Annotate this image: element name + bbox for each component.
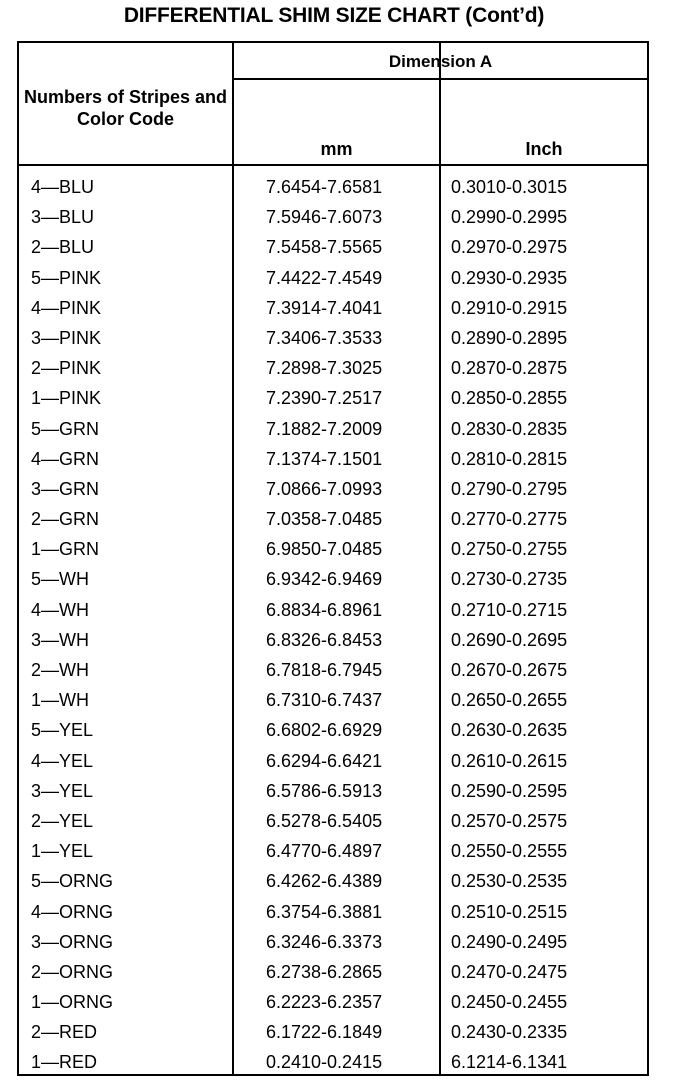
inch-value: 0.2470-0.2475 — [451, 961, 568, 982]
mm-value: 6.4262-6.4389 — [266, 871, 383, 892]
mm-value: 7.4422-7.4549 — [266, 267, 383, 288]
stripe-color-code: 2—BLU — [31, 237, 95, 258]
table-row — [19, 353, 647, 383]
inch-value: 6.1214-6.1341 — [451, 1052, 568, 1073]
stripe-color-code: 1—GRN — [31, 539, 100, 560]
stripe-color-code: 3—ORNG — [31, 931, 114, 952]
stripe-color-code: 4—GRN — [31, 448, 100, 469]
table-row — [19, 504, 647, 534]
mm-value: 7.1374-7.1501 — [266, 448, 383, 469]
mm-value: 6.7818-6.7945 — [266, 660, 383, 680]
mm-value: 7.2898-7.3025 — [266, 358, 383, 379]
stripe-color-code: 4—YEL — [31, 750, 94, 771]
table-body — [19, 172, 647, 1078]
stripe-color-code: 1—PINK — [31, 388, 102, 409]
inch-value: 0.2450-0.2455 — [451, 992, 568, 1013]
table-row — [19, 655, 647, 685]
mm-value: 0.2410-0.2415 — [266, 1052, 383, 1073]
table-row — [19, 806, 647, 836]
mm-value: 7.2390-7.2517 — [266, 388, 383, 409]
stripe-color-code: 2—ORNG — [31, 961, 114, 982]
stripes-column-header: Numbers of Stripes and Color Code — [23, 87, 228, 129]
inch-value: 0.2710-0.2715 — [451, 599, 568, 620]
dimension-header-divider — [232, 78, 647, 80]
stripe-color-code: 2—GRN — [31, 509, 100, 530]
page-title: DIFFERENTIAL SHIM SIZE CHART (Cont’d) — [123, 4, 545, 27]
table-row — [19, 293, 647, 323]
stripe-color-code: 1—RED — [31, 1052, 98, 1073]
inch-value: 0.2650-0.2655 — [451, 690, 568, 711]
table-row — [19, 625, 647, 655]
mm-column-header: mm — [320, 139, 353, 159]
mm-value: 7.3406-7.3533 — [266, 327, 383, 348]
stripe-color-code: 4—PINK — [31, 297, 102, 318]
inch-value: 0.2830-0.2835 — [451, 418, 568, 439]
table-row — [19, 202, 647, 232]
stripe-color-code: 1—ORNG — [31, 992, 114, 1013]
mm-value: 6.1722-6.1849 — [266, 1022, 383, 1043]
inch-value: 0.2550-0.2555 — [451, 841, 568, 862]
mm-value: 6.9850-7.0485 — [266, 539, 383, 560]
inch-value: 0.2810-0.2815 — [451, 448, 568, 469]
stripe-color-code: 3—PINK — [31, 327, 102, 348]
stripe-color-code: 4—BLU — [31, 177, 95, 197]
inch-value: 0.2570-0.2575 — [451, 810, 568, 831]
inch-value: 0.2730-0.2735 — [451, 569, 568, 590]
mm-value: 6.3246-6.3373 — [266, 931, 383, 952]
stripe-color-code: 5—WH — [31, 569, 89, 590]
table-row — [19, 383, 647, 413]
mm-value: 7.5458-7.5565 — [266, 237, 383, 258]
inch-value: 0.2990-0.2995 — [451, 207, 568, 228]
table-row — [19, 444, 647, 474]
stripe-color-code: 5—YEL — [31, 720, 94, 741]
stripe-color-code: 4—WH — [31, 599, 89, 620]
stripe-color-code: 3—GRN — [31, 478, 100, 499]
table-row — [19, 746, 647, 776]
table-row — [19, 957, 647, 987]
inch-value: 0.2870-0.2875 — [451, 358, 568, 379]
mm-value: 6.7310-6.7437 — [266, 690, 383, 711]
mm-value: 7.0866-7.0993 — [266, 478, 383, 499]
table-row — [19, 685, 647, 715]
inch-value: 0.2770-0.2775 — [451, 509, 568, 530]
stripe-color-code: 2—WH — [31, 660, 89, 680]
table-row — [19, 534, 647, 564]
mm-value: 6.8834-6.8961 — [266, 599, 383, 620]
stripe-color-code: 3—BLU — [31, 207, 95, 228]
inch-value: 0.2510-0.2515 — [451, 901, 568, 922]
stripe-color-code: 5—GRN — [31, 418, 100, 439]
inch-value: 0.2850-0.2855 — [451, 388, 568, 409]
dimension-group-header: Dimension A — [388, 52, 493, 71]
stripe-color-code: 2—RED — [31, 1022, 98, 1043]
mm-value: 7.0358-7.0485 — [266, 509, 383, 530]
mm-value: 6.4770-6.4897 — [266, 841, 383, 862]
mm-value: 6.5786-6.5913 — [266, 780, 383, 801]
mm-value: 6.5278-6.5405 — [266, 810, 383, 831]
inch-value: 0.2910-0.2915 — [451, 297, 568, 318]
table-row — [19, 414, 647, 444]
inch-value: 0.2610-0.2615 — [451, 750, 568, 771]
inch-column-header: Inch — [525, 139, 563, 159]
inch-value: 0.2630-0.2635 — [451, 720, 568, 741]
mm-value: 6.9342-6.9469 — [266, 569, 383, 590]
table-row — [19, 232, 647, 262]
inch-value: 0.2430-0.2335 — [451, 1022, 568, 1043]
table-row — [19, 595, 647, 625]
mm-value: 6.8326-6.8453 — [266, 629, 383, 650]
mm-value: 6.2223-6.2357 — [266, 992, 383, 1013]
inch-value: 0.2970-0.2975 — [451, 237, 568, 258]
table-row — [19, 776, 647, 806]
header-divider — [19, 164, 647, 166]
stripe-color-code: 2—YEL — [31, 810, 94, 831]
inch-value: 0.2930-0.2935 — [451, 267, 568, 288]
table-row — [19, 866, 647, 896]
inch-value: 0.2490-0.2495 — [451, 931, 568, 952]
table-row — [19, 927, 647, 957]
table-row — [19, 474, 647, 504]
stripe-color-code: 1—WH — [31, 690, 89, 711]
mm-value: 7.3914-7.4041 — [266, 297, 383, 318]
shim-size-table — [17, 41, 649, 1076]
inch-value: 0.2670-0.2675 — [451, 660, 568, 680]
stripe-color-code: 3—WH — [31, 629, 89, 650]
table-row — [19, 836, 647, 866]
inch-value: 0.3010-0.3015 — [451, 177, 568, 197]
inch-value: 0.2790-0.2795 — [451, 478, 568, 499]
mm-value: 6.2738-6.2865 — [266, 961, 383, 982]
stripe-color-code: 4—ORNG — [31, 901, 114, 922]
mm-value: 6.6802-6.6929 — [266, 720, 383, 741]
table-row — [19, 715, 647, 745]
table-row — [19, 1047, 647, 1077]
inch-value: 0.2590-0.2595 — [451, 780, 568, 801]
table-row — [19, 263, 647, 293]
table-row — [19, 987, 647, 1017]
inch-value: 0.2690-0.2695 — [451, 629, 568, 650]
stripe-color-code: 2—PINK — [31, 358, 102, 379]
inch-value: 0.2530-0.2535 — [451, 871, 568, 892]
mm-value: 7.6454-7.6581 — [266, 177, 383, 197]
stripe-color-code: 5—PINK — [31, 267, 102, 288]
mm-value: 7.5946-7.6073 — [266, 207, 383, 228]
mm-value: 6.3754-6.3881 — [266, 901, 383, 922]
mm-value: 7.1882-7.2009 — [266, 418, 383, 439]
stripe-color-code: 5—ORNG — [31, 871, 114, 892]
stripe-color-code: 1—YEL — [31, 841, 94, 862]
table-row — [19, 897, 647, 927]
inch-value: 0.2750-0.2755 — [451, 539, 568, 560]
stripe-color-code: 3—YEL — [31, 780, 94, 801]
table-row — [19, 323, 647, 353]
inch-value: 0.2890-0.2895 — [451, 327, 568, 348]
table-row — [19, 564, 647, 594]
table-row — [19, 1017, 647, 1047]
mm-value: 6.6294-6.6421 — [266, 750, 383, 771]
table-row — [19, 172, 647, 202]
